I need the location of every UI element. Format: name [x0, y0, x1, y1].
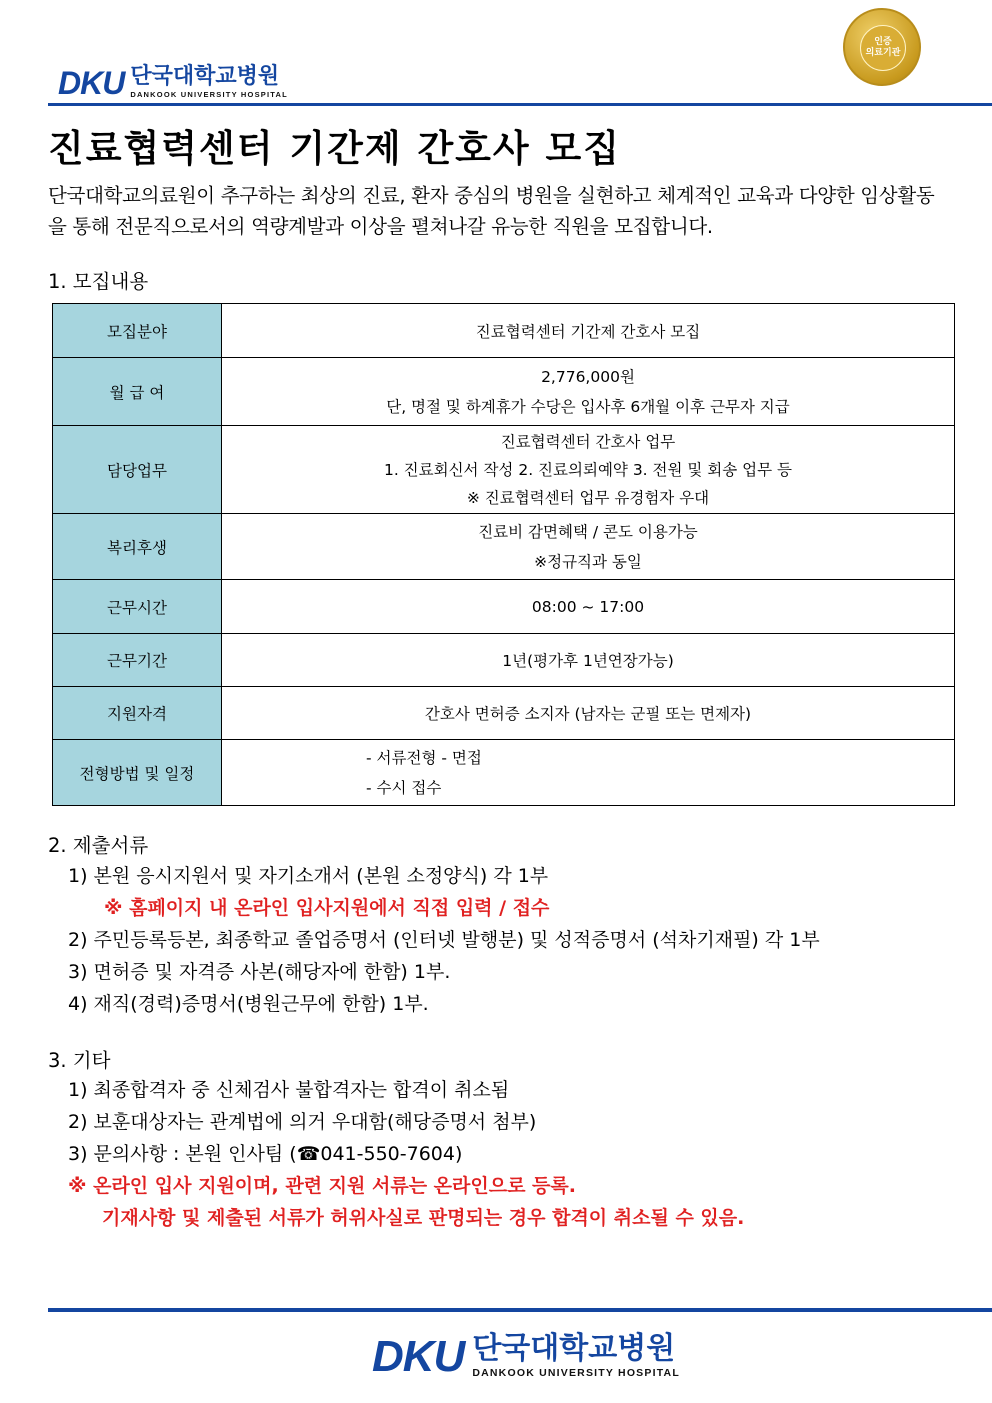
table-row: [53, 740, 955, 806]
table-row: [53, 687, 955, 740]
online-apply-notice: ※ 홈페이지 내 온라인 입사지원에서 직접 입력 / 접수: [104, 897, 550, 919]
row-value: [222, 358, 955, 426]
value-line: 1년(평가후 1년연장가능): [502, 652, 674, 670]
row-key: 근무기간: [53, 634, 222, 687]
footer-rule: [48, 1308, 992, 1312]
row-key: 담당업무: [53, 426, 222, 514]
row-key: 전형방법 및 일정: [53, 740, 222, 806]
list-item: 4) 재직(경력)증명서(병원근무에 한함) 1부.: [68, 993, 429, 1015]
row-key: 근무시간: [53, 580, 222, 634]
table-row: [53, 426, 955, 514]
value-line: 진료비 감면혜택 / 콘도 이용가능: [478, 522, 698, 541]
value-line: 2,776,000원: [541, 367, 635, 386]
certification-seal: [843, 8, 921, 86]
table-row: [53, 580, 955, 634]
list-item: 1) 본원 응시지원서 및 자기소개서 (본원 소정양식) 각 1부: [68, 865, 549, 887]
logo-korean: 단국대학교병원: [130, 64, 280, 89]
header-rule: [48, 103, 992, 106]
value-line: ※ 진료협력센터 업무 유경험자 우대: [466, 488, 710, 507]
row-key: 지원자격: [53, 687, 222, 740]
table-row: [53, 304, 955, 358]
table-row: [53, 358, 955, 426]
header-logo: [58, 66, 288, 99]
seal-text-1: 인증: [874, 37, 892, 47]
footer-logo-mark: DKU: [372, 1331, 465, 1381]
intro-paragraph: 단국대학교의료원이 추구하는 최상의 진료, 환자 중심의 병원을 실현하고 체계적인 교육과 다양한 임상활동을 통해 전문직으로서의 역량계발과 이상을 펼쳐나갈 유능한 직원을 모집합니다.: [48, 184, 935, 238]
seal-center: [860, 25, 906, 71]
row-value: [222, 687, 955, 740]
row-key: 월 급 여: [53, 358, 222, 426]
list-item: 1) 최종합격자 중 신체검사 불합격자는 합격이 취소됨: [68, 1079, 510, 1101]
page-title: 진료협력센터 기간제 간호사 모집: [48, 127, 622, 170]
seal-text-2: 의료기관: [865, 48, 901, 58]
value-line: 진료협력센터 간호사 업무: [500, 432, 676, 451]
value-line: 단, 명절 및 하계휴가 수당은 입사후 6개월 이후 근무자 지급: [386, 397, 790, 416]
warning-notice-2: 기재사항 및 제출된 서류가 허위사실로 판명되는 경우 합격이 취소될 수 있음.: [102, 1207, 745, 1229]
footer-logo: [372, 1331, 680, 1381]
list-item: 3) 문의사항 : 본원 인사팀 (☎041-550-7604): [68, 1143, 463, 1165]
list-item: 2) 보훈대상자는 관계법에 의거 우대함(해당증명서 첨부): [68, 1111, 537, 1133]
row-value: [222, 740, 955, 806]
value-line: - 수시 접수: [366, 778, 442, 797]
row-value: [222, 426, 955, 514]
row-value: [222, 634, 955, 687]
value-line: - 서류전형 - 면접: [366, 748, 482, 767]
warning-notice-1: ※ 온라인 입사 지원이며, 관련 지원 서류는 온라인으로 등록.: [68, 1175, 576, 1197]
value-line: 08:00 ~ 17:00: [531, 597, 645, 616]
row-value: [222, 580, 955, 634]
value-line: ※정규직과 동일: [534, 552, 642, 571]
logo-english: DANKOOK UNIVERSITY HOSPITAL: [130, 90, 288, 99]
value-line: 1. 진료회신서 작성 2. 진료의뢰예약 3. 전원 및 회송 업무 등: [383, 460, 793, 479]
row-value: [222, 514, 955, 580]
value-line: 진료협력센터 기간제 간호사 모집: [475, 322, 701, 341]
row-key: 모집분야: [53, 304, 222, 358]
section2-list: [68, 860, 820, 1020]
section1-heading: 1. 모집내용: [48, 270, 149, 293]
value-line: 간호사 면허증 소지자 (남자는 군필 또는 면제자): [424, 705, 752, 723]
section3-list: [68, 1074, 744, 1234]
recruitment-table: [52, 303, 955, 806]
table-row: [53, 634, 955, 687]
section3-heading: 3. 기타: [48, 1049, 111, 1072]
row-value: [222, 304, 955, 358]
table-row: [53, 514, 955, 580]
list-item: 3) 면허증 및 자격증 사본(해당자에 한함) 1부.: [68, 961, 451, 983]
row-key: 복리후생: [53, 514, 222, 580]
footer-logo-english: DANKOOK UNIVERSITY HOSPITAL: [472, 1367, 680, 1379]
logo-mark: DKU: [58, 64, 125, 101]
footer-logo-korean: 단국대학교병원: [472, 1331, 676, 1366]
list-item: 2) 주민등록등본, 최종학교 졸업증명서 (인터넷 발행분) 및 성적증명서 (석차기재필) 각 1부: [68, 929, 820, 951]
section2-heading: 2. 제출서류: [48, 834, 149, 857]
